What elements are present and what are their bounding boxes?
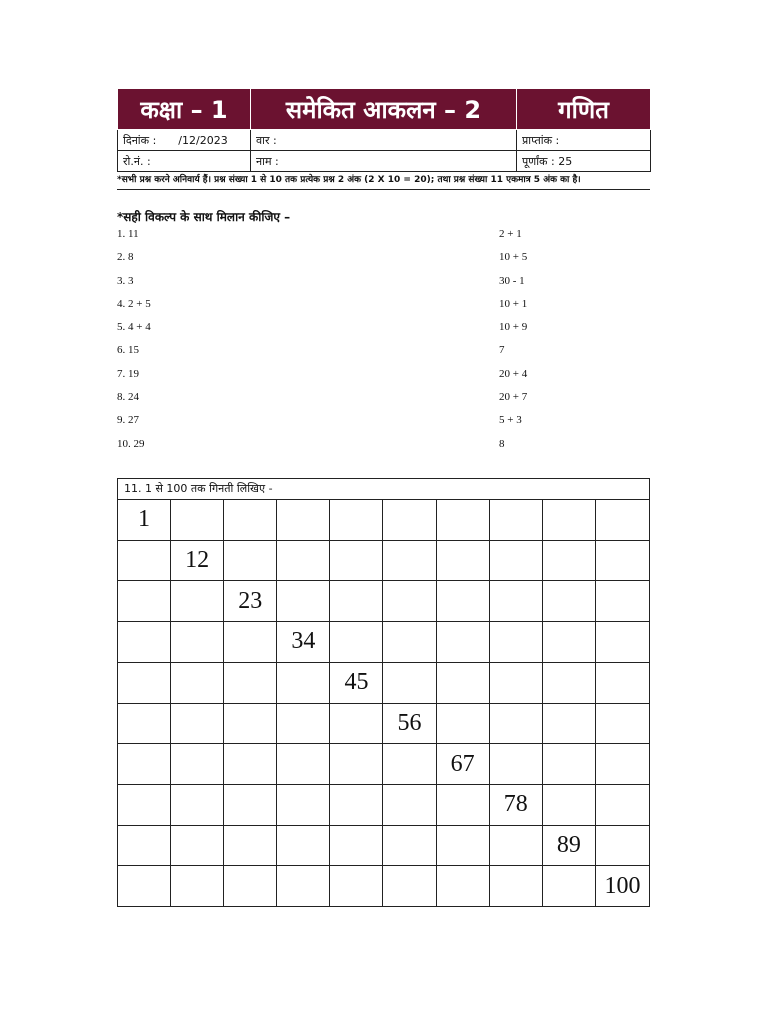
match-question: 3. 3 xyxy=(117,274,134,287)
match-option: 8 xyxy=(499,437,505,450)
given-number-cell: 12 xyxy=(171,541,224,582)
blank-answer-cell[interactable] xyxy=(437,500,490,541)
instructions-note: *सभी प्रश्न करने अनिवार्य हैं। प्रश्न संख्या 1 से 10 तक प्रत्येक प्रश्न 2 अंक (2 X 10 = 20); तथा प्रश्न संख्या 11 एकमात्र 5 अंक का है। xyxy=(117,174,650,190)
blank-answer-cell[interactable] xyxy=(330,541,383,582)
given-number-cell: 23 xyxy=(224,581,277,622)
blank-answer-cell[interactable] xyxy=(383,541,436,582)
date-value: /12/2023 xyxy=(178,133,228,147)
blank-answer-cell[interactable] xyxy=(543,744,596,785)
blank-answer-cell[interactable] xyxy=(224,744,277,785)
given-number-cell: 89 xyxy=(543,826,596,867)
counting-box xyxy=(117,478,650,907)
blank-answer-cell[interactable] xyxy=(118,826,171,867)
blank-answer-cell[interactable] xyxy=(543,581,596,622)
blank-answer-cell[interactable] xyxy=(596,663,649,704)
match-question: 6. 15 xyxy=(117,344,139,357)
blank-answer-cell[interactable] xyxy=(118,622,171,663)
blank-answer-cell[interactable] xyxy=(543,622,596,663)
blank-answer-cell[interactable] xyxy=(330,866,383,907)
blank-answer-cell[interactable] xyxy=(596,704,649,745)
blank-answer-cell[interactable] xyxy=(437,622,490,663)
match-question: 5. 4 + 4 xyxy=(117,321,151,334)
blank-answer-cell[interactable] xyxy=(118,581,171,622)
blank-answer-cell[interactable] xyxy=(596,581,649,622)
blank-answer-cell[interactable] xyxy=(490,704,543,745)
blank-answer-cell[interactable] xyxy=(277,704,330,745)
blank-answer-cell[interactable] xyxy=(277,663,330,704)
blank-answer-cell[interactable] xyxy=(171,622,224,663)
blank-answer-cell[interactable] xyxy=(277,541,330,582)
blank-answer-cell[interactable] xyxy=(277,785,330,826)
blank-answer-cell[interactable] xyxy=(330,500,383,541)
blank-answer-cell[interactable] xyxy=(437,785,490,826)
blank-answer-cell[interactable] xyxy=(224,866,277,907)
match-row xyxy=(117,438,597,461)
blank-answer-cell[interactable] xyxy=(490,500,543,541)
blank-answer-cell[interactable] xyxy=(118,541,171,582)
blank-answer-cell[interactable] xyxy=(437,866,490,907)
blank-answer-cell[interactable] xyxy=(330,622,383,663)
blank-answer-cell[interactable] xyxy=(383,866,436,907)
marks-obtained-field[interactable]: प्राप्तांक : xyxy=(517,130,651,151)
blank-answer-cell[interactable] xyxy=(118,744,171,785)
blank-answer-cell[interactable] xyxy=(171,663,224,704)
counting-title: 11. 1 से 100 तक गिनती लिखिए - xyxy=(118,479,649,500)
blank-answer-cell[interactable] xyxy=(596,541,649,582)
blank-answer-cell[interactable] xyxy=(543,785,596,826)
blank-answer-cell[interactable] xyxy=(330,826,383,867)
blank-answer-cell[interactable] xyxy=(543,663,596,704)
blank-answer-cell[interactable] xyxy=(437,826,490,867)
total-marks-label: पूर्णांक : 25 xyxy=(517,151,651,172)
match-question: 4. 2 + 5 xyxy=(117,297,151,310)
match-row xyxy=(117,275,597,298)
blank-answer-cell[interactable] xyxy=(543,866,596,907)
blank-answer-cell[interactable] xyxy=(490,826,543,867)
given-number-cell: 34 xyxy=(277,622,330,663)
match-list xyxy=(117,228,597,461)
info-row-1 xyxy=(118,130,651,151)
given-number-cell: 100 xyxy=(604,873,641,900)
exam-title: समेकित आकलन – 2 xyxy=(251,89,517,130)
match-question: 7. 19 xyxy=(117,367,139,380)
blank-answer-cell[interactable] xyxy=(330,785,383,826)
date-label: दिनांक : xyxy=(123,133,157,147)
blank-answer-cell[interactable] xyxy=(171,744,224,785)
blank-answer-cell[interactable] xyxy=(277,866,330,907)
day-field[interactable]: वार : xyxy=(251,130,517,151)
blank-answer-cell[interactable] xyxy=(330,704,383,745)
blank-answer-cell[interactable] xyxy=(543,500,596,541)
class-label: कक्षा – 1 xyxy=(118,89,251,130)
match-question: 1. 11 xyxy=(117,228,139,240)
subject-label: गणित xyxy=(517,89,651,130)
date-cell[interactable] xyxy=(118,130,251,151)
blank-answer-cell[interactable] xyxy=(596,785,649,826)
blank-answer-cell[interactable] xyxy=(224,500,277,541)
blank-answer-cell[interactable] xyxy=(490,663,543,704)
blank-answer-cell[interactable] xyxy=(437,704,490,745)
match-option: 30 - 1 xyxy=(499,274,525,287)
counting-grid xyxy=(118,500,649,907)
blank-answer-cell[interactable] xyxy=(596,622,649,663)
blank-answer-cell[interactable] xyxy=(596,826,649,867)
blank-answer-cell[interactable] xyxy=(171,826,224,867)
match-option: 7 xyxy=(499,344,505,357)
blank-answer-cell[interactable] xyxy=(224,622,277,663)
blank-answer-cell[interactable] xyxy=(437,663,490,704)
blank-answer-cell[interactable] xyxy=(383,622,436,663)
match-option: 10 + 1 xyxy=(499,297,528,310)
blank-answer-cell[interactable] xyxy=(383,826,436,867)
blank-answer-cell[interactable] xyxy=(383,663,436,704)
match-option: 10 + 9 xyxy=(499,321,528,334)
blank-answer-cell[interactable] xyxy=(490,866,543,907)
match-section-title: *सही विकल्प के साथ मिलान कीजिए – xyxy=(117,210,291,224)
blank-answer-cell[interactable] xyxy=(490,622,543,663)
blank-answer-cell[interactable] xyxy=(383,581,436,622)
match-option: 20 + 4 xyxy=(499,367,528,380)
header-table xyxy=(117,88,651,172)
blank-answer-cell[interactable] xyxy=(330,581,383,622)
match-row xyxy=(117,321,597,344)
blank-answer-cell[interactable] xyxy=(277,581,330,622)
blank-answer-cell[interactable] xyxy=(118,785,171,826)
given-number-cell: 78 xyxy=(490,785,543,826)
blank-answer-cell[interactable] xyxy=(383,744,436,785)
roll-number-field[interactable]: रो.नं. : xyxy=(118,151,251,172)
blank-answer-cell[interactable] xyxy=(330,744,383,785)
blank-answer-cell[interactable] xyxy=(277,826,330,867)
given-number-cell: 45 xyxy=(330,663,383,704)
match-option: 2 + 1 xyxy=(499,228,522,240)
blank-answer-cell[interactable] xyxy=(383,785,436,826)
match-row xyxy=(117,228,597,251)
match-option: 5 + 3 xyxy=(499,414,522,427)
given-number-cell: 56 xyxy=(383,704,436,745)
match-row xyxy=(117,368,597,391)
blank-answer-cell[interactable] xyxy=(171,785,224,826)
blank-answer-cell[interactable] xyxy=(224,785,277,826)
match-question: 2. 8 xyxy=(117,251,134,264)
title-banner xyxy=(118,89,651,130)
blank-answer-cell[interactable] xyxy=(224,704,277,745)
blank-answer-cell[interactable] xyxy=(118,704,171,745)
blank-answer-cell[interactable] xyxy=(490,541,543,582)
blank-answer-cell[interactable] xyxy=(224,541,277,582)
blank-answer-cell[interactable] xyxy=(543,541,596,582)
match-row xyxy=(117,344,597,367)
blank-answer-cell[interactable] xyxy=(596,744,649,785)
match-question: 8. 24 xyxy=(117,391,139,404)
blank-answer-cell[interactable] xyxy=(383,500,436,541)
blank-answer-cell[interactable] xyxy=(277,500,330,541)
info-row-2 xyxy=(118,151,651,172)
blank-answer-cell[interactable] xyxy=(490,744,543,785)
blank-answer-cell[interactable] xyxy=(171,500,224,541)
blank-answer-cell[interactable] xyxy=(437,541,490,582)
match-row xyxy=(117,251,597,274)
match-question: 9. 27 xyxy=(117,414,139,427)
blank-answer-cell[interactable] xyxy=(118,866,171,907)
blank-answer-cell[interactable] xyxy=(118,663,171,704)
blank-answer-cell[interactable] xyxy=(543,704,596,745)
match-row xyxy=(117,298,597,321)
match-option: 10 + 5 xyxy=(499,251,528,264)
blank-answer-cell[interactable] xyxy=(437,581,490,622)
blank-answer-cell[interactable] xyxy=(171,866,224,907)
blank-answer-cell[interactable] xyxy=(171,704,224,745)
match-question: 10. 29 xyxy=(117,437,145,450)
blank-answer-cell[interactable] xyxy=(224,826,277,867)
blank-answer-cell[interactable] xyxy=(224,663,277,704)
match-option: 20 + 7 xyxy=(499,391,528,404)
blank-answer-cell[interactable] xyxy=(171,581,224,622)
blank-answer-cell[interactable] xyxy=(596,500,649,541)
match-row xyxy=(117,414,597,437)
given-number-cell: 67 xyxy=(437,744,490,785)
given-number-cell: 1 xyxy=(118,500,171,541)
match-row xyxy=(117,391,597,414)
blank-answer-cell[interactable] xyxy=(277,744,330,785)
name-field[interactable]: नाम : xyxy=(251,151,517,172)
blank-answer-cell[interactable] xyxy=(490,581,543,622)
